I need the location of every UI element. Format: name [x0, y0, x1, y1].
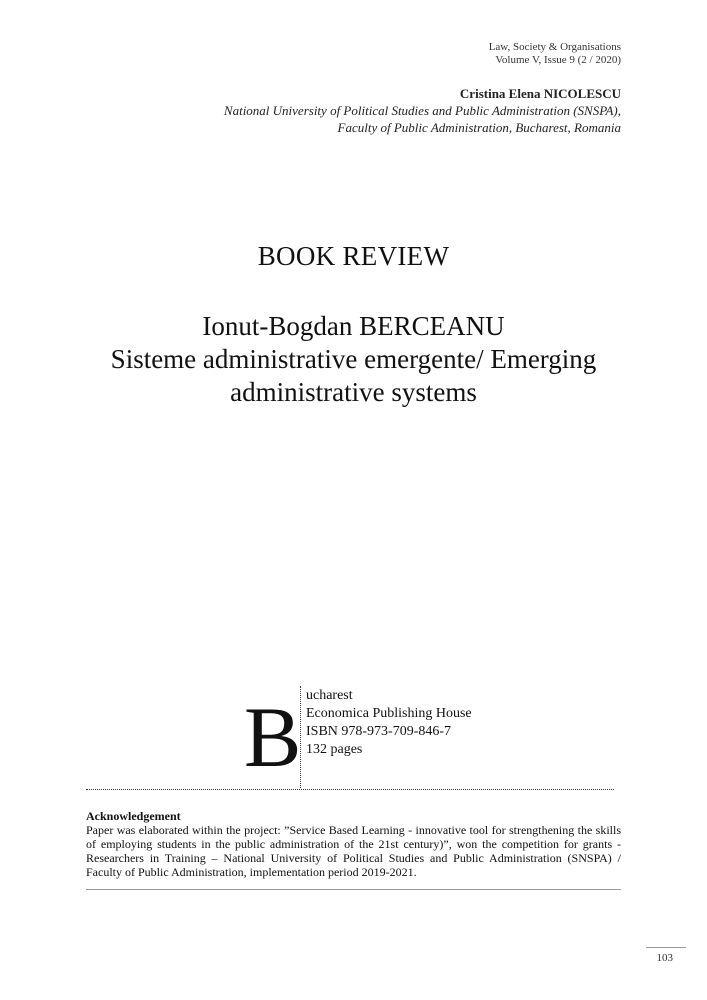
acknowledgement-heading: Acknowledgement: [86, 809, 181, 823]
isbn: ISBN 978-973-709-846-7: [306, 724, 452, 739]
author-name: Cristina Elena NICOLESCU: [459, 86, 621, 101]
publication-info: [306, 687, 472, 759]
drop-cap: B: [244, 689, 302, 785]
book-author: Ionut-Bogdan BERCEANU: [202, 311, 505, 341]
book-title-line2: administrative systems: [230, 377, 477, 407]
dotted-horizontal-divider: [86, 789, 614, 790]
acknowledgement-text: Paper was elaborated within the project: ”Service Based Learning - innovative tool for strengthening the skills of employing students in the public administration of the 21st century)”, won the competition for grants - Researchers in Training – National University of Political Studies and Public Administration (SNSPA) / Faculty of Public Administration, implementation period 2019-2021.: [86, 823, 621, 879]
acknowledgement-rule: [86, 889, 621, 890]
acknowledgement-block: [86, 809, 621, 879]
section-title: BOOK REVIEW: [257, 241, 450, 271]
author-affiliation-line1: National University of Political Studies and Public Administration (SNSPA),: [223, 103, 621, 118]
journal-name: Law, Society & Organisations: [488, 41, 621, 53]
book-title-line1: Sisteme administrative emergente/ Emerging: [110, 344, 597, 374]
journal-issue: Volume V, Issue 9 (2 / 2020): [495, 54, 621, 66]
publication-city: ucharest: [306, 688, 353, 703]
publisher: Economica Publishing House: [306, 706, 472, 721]
author-affiliation-line2: Faculty of Public Administration, Bucharest, Romania: [337, 120, 621, 135]
dotted-vertical-divider: [300, 686, 301, 788]
page-number: 103: [656, 952, 673, 964]
author-block: [224, 85, 621, 136]
page-number-rule: [646, 947, 686, 948]
page-count: 132 pages: [306, 742, 363, 757]
book-title-block: [60, 310, 647, 409]
journal-header: [489, 41, 621, 67]
